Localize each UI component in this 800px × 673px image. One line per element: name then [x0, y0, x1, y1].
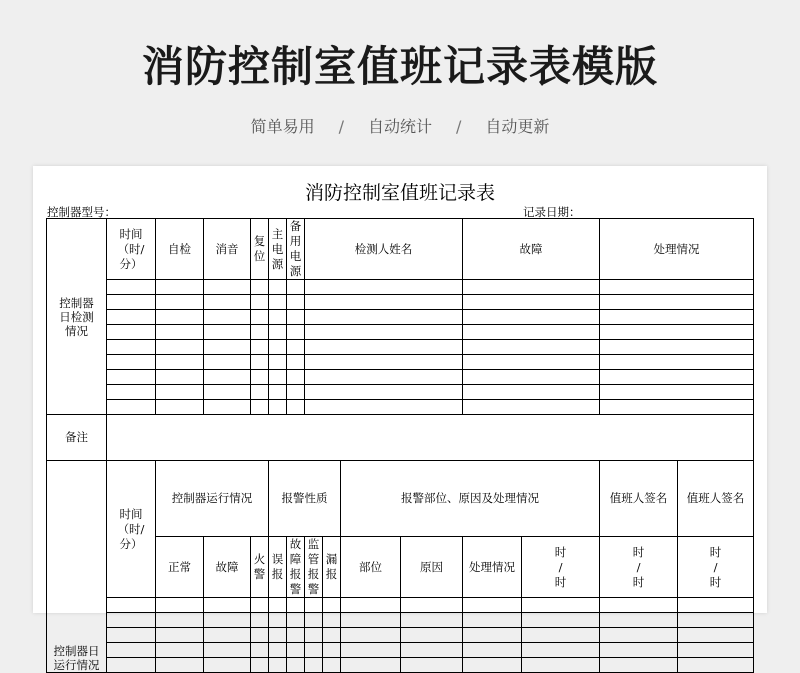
header-main-power: 主 电 源	[269, 219, 287, 280]
duty-sign-2: 值班人签名	[678, 461, 754, 537]
table-row	[47, 643, 754, 658]
duty-time-3: 时 / 时	[678, 537, 754, 598]
feature-tags	[0, 114, 800, 137]
table-row	[47, 340, 754, 355]
table-row	[47, 355, 754, 370]
header-false-alarm: 误 报	[269, 537, 287, 598]
worksheet-preview	[33, 166, 767, 672]
table-row	[47, 400, 754, 415]
header-missed-alarm: 漏 报	[323, 537, 341, 598]
page-title: 消防控制室值班记录表模版	[141, 42, 658, 91]
remarks-label: 备注	[47, 415, 107, 461]
header-silence: 消音	[204, 219, 251, 280]
header-location: 部位	[341, 537, 401, 598]
table-row	[47, 385, 754, 400]
header-handling: 处理情况	[600, 219, 754, 280]
tag-auto-stats: 自动统计	[367, 117, 432, 136]
duty-time-1: 时 / 时	[522, 537, 600, 598]
table-row	[47, 598, 754, 613]
header-run-fault: 故障	[204, 537, 251, 598]
duty-record-table	[46, 218, 754, 673]
group-alarm-nature: 报警性质	[269, 461, 341, 537]
header-fault: 故障	[463, 219, 600, 280]
tag-separator: /	[456, 117, 462, 136]
duty-time-2: 时 / 时	[600, 537, 678, 598]
header-backup-power: 备 用 电 源	[287, 219, 305, 280]
group-alarm-location: 报警部位、原因及处理情况	[341, 461, 600, 537]
daily-check-row-label: 控制器 日检测 情况	[47, 219, 107, 415]
header-reset: 复 位	[251, 219, 269, 280]
remarks-field[interactable]	[107, 415, 754, 461]
table-row	[47, 370, 754, 385]
sheet-title: 消防控制室值班记录表	[304, 182, 495, 204]
header-cause: 原因	[401, 537, 463, 598]
table-row	[47, 613, 754, 628]
record-date-label: 记录日期：	[523, 205, 581, 219]
duty-sign-1: 值班人签名	[600, 461, 678, 537]
header-normal: 正常	[156, 537, 204, 598]
header-time: 时间 （时/ 分）	[107, 219, 156, 280]
controller-model-label: 控制器型号：	[47, 205, 116, 219]
tag-easy: 简单易用	[250, 117, 315, 136]
table-row	[47, 295, 754, 310]
group-controller-run: 控制器运行情况	[156, 461, 269, 537]
header-self-check: 自检	[156, 219, 204, 280]
daily-run-row-label: 控制器日 运行情况	[47, 461, 107, 673]
table-row	[47, 628, 754, 643]
tag-separator: /	[338, 117, 344, 136]
tag-auto-update: 自动更新	[485, 117, 550, 136]
table-row	[47, 280, 754, 295]
header-fire-alarm: 火 警	[251, 537, 269, 598]
header-handling-2: 处理情况	[463, 537, 522, 598]
table-row	[47, 325, 754, 340]
header-time-2: 时间 （时/ 分）	[107, 461, 156, 598]
table-row	[47, 310, 754, 325]
table-row	[47, 658, 754, 673]
header-fault-alarm: 故 障 报 警	[287, 537, 305, 598]
header-inspector-name: 检测人姓名	[305, 219, 463, 280]
header-supervisory-alarm: 监 管 报 警	[305, 537, 323, 598]
